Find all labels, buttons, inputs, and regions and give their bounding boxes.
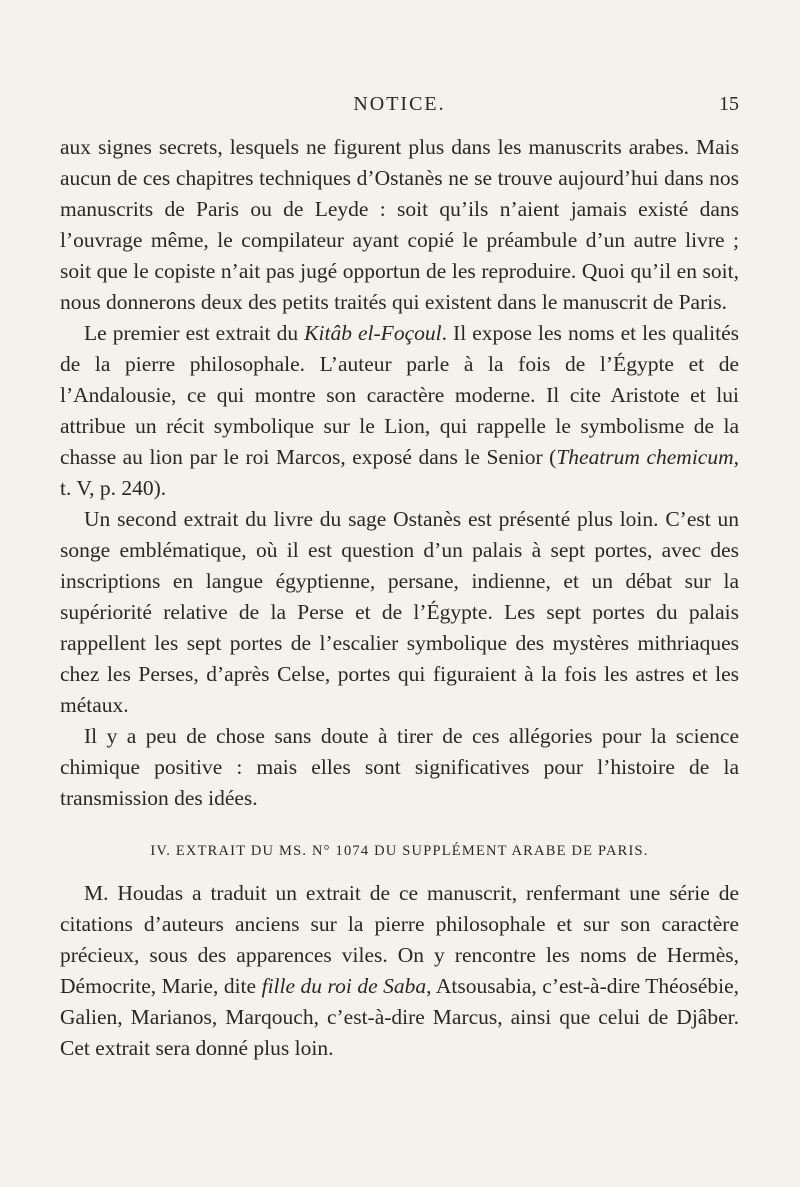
saba-title: fille du roi de Saba (261, 974, 427, 998)
paragraph-2 (60, 318, 739, 504)
section-heading: IV. EXTRAIT DU MS. N° 1074 DU SUPPLÉMENT ARABE DE PARIS. (150, 843, 649, 859)
paragraph-2-text-b: . Il expose les noms et les qualités de la pierre philosophale. L’auteur parle à la fois de l’Égypte et de l’Andalousie, ce qui montre son caractère moderne. Il cite Aristote et lui attribue un récit symbolique sur le Lion, qui rappelle le symbolisme de la chasse au lion par le roi Marcos, exposé dans le Senior ( (60, 321, 739, 469)
paragraph-4: Il y a peu de chose sans doute à tirer de ces allégories pour la science chimique positive : mais elles sont significatives pour l’histoire de la transmission des idées. (60, 724, 739, 810)
page-number: 15 (719, 93, 739, 115)
running-head: NOTICE. (353, 93, 446, 115)
page-header (60, 93, 739, 123)
main-text (60, 132, 739, 1064)
paragraph-2-text-a: Le premier est extrait du (84, 321, 305, 345)
paragraph-1: aux signes secrets, lesquels ne figurent plus dans les manuscrits arabes. Mais aucun de ces chapitres techniques d’Ostanès ne se trouve aujourd’hui dans nos manuscrits de Paris ou de Leyde : soit qu’ils n’aient jamais existé dans l’ouvrage même, le compilateur ayant copié le préambule d’un autre livre ; soit que le copiste n’ait pas jugé opportun de les reproduire. Quoi qu’il en soit, nous donnerons deux des petits traités qui existent dans le manuscrit de Paris. (60, 135, 739, 314)
paragraph-3: Un second extrait du livre du sage Ostanès est présenté plus loin. C’est un songe emblématique, où il est question d’un palais à sept portes, avec des inscriptions en langue égyptienne, persane, indienne, et un débat sur la supériorité relative de la Perse et de l’Égypte. Les sept portes du palais rappellent les sept portes de l’escalier symbolique des mystères mithriaques chez les Perses, d’après Celse, portes qui figuraient à la fois les astres et les métaux. (60, 507, 739, 717)
paragraph-5-text-b: , Atsousabia, c’est-à-dire Théosébie, Galien, Marianos, Marqouch, c’est-à-dire Marcus, ainsi que celui de Djâber. Cet extrait sera donné plus loin. (60, 974, 739, 1060)
theatrum-title: Theatrum chemicum (556, 445, 734, 469)
paragraph-5 (60, 878, 739, 1064)
paragraph-5-text-a: M. Houdas a traduit un extrait de ce manuscrit, renfermant une série de citations d’auteurs anciens sur la pierre philosophale et sur son caractère précieux, sous des apparences viles. On y rencontre les noms de Hermès, Démocrite, Marie, dite (60, 881, 739, 998)
paragraph-2-text-c: , t. V, p. 240). (60, 445, 739, 500)
kitab-title: Kitâb el-Foçoul (304, 321, 442, 345)
